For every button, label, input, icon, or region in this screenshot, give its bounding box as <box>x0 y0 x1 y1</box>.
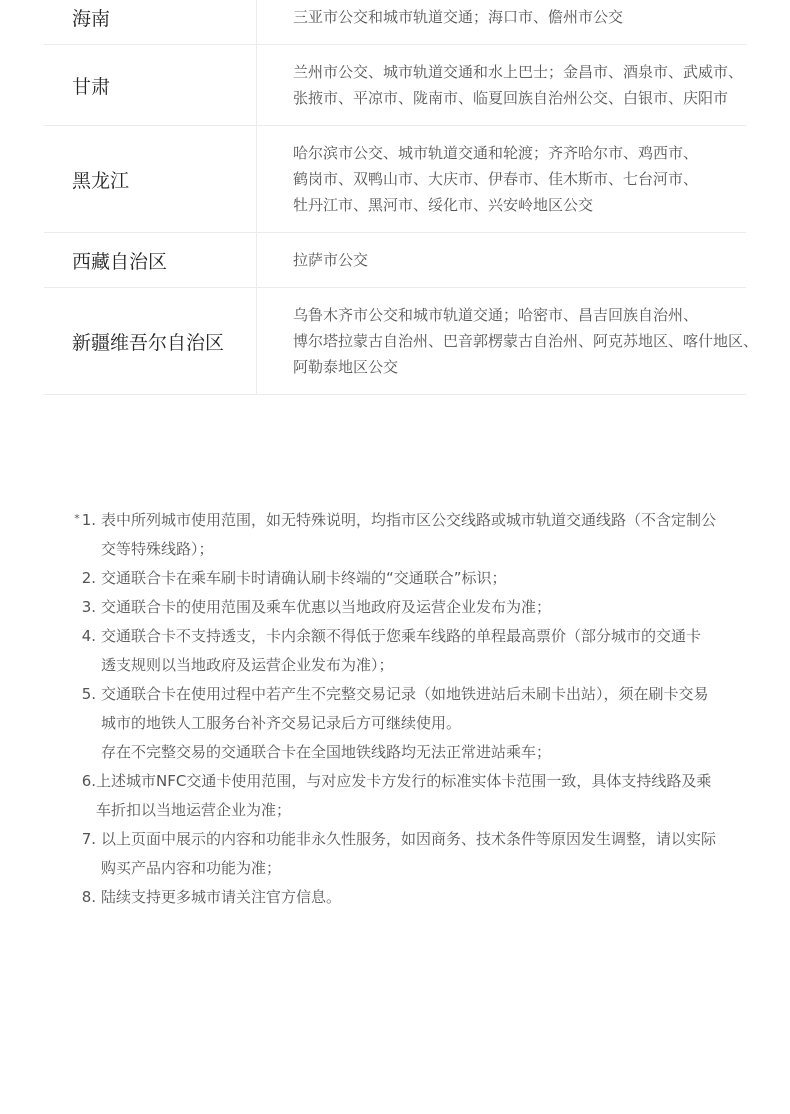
note-number-text: 2. <box>81 569 96 587</box>
city-coverage-table <box>44 0 759 395</box>
city-line: 哈尔滨市公交、城市轨道交通和轮渡；齐齐哈尔市、鸡西市、 <box>293 144 699 162</box>
note-line: 陆续支持更多城市请关注官方信息。 <box>101 888 342 906</box>
note-number-text: 6. <box>81 772 96 790</box>
note-line: 上述城市NFC交通卡使用范围，与对应发卡方发行的标准实体卡范围一致，具体支持线路及乘 <box>96 772 712 790</box>
note-number <box>66 825 96 883</box>
note-text <box>96 767 711 825</box>
note-item <box>66 883 756 912</box>
note-line: 透支规则以当地政府及运营企业发布为准）； <box>101 656 394 674</box>
note-number-text: 1. <box>81 511 96 529</box>
city-line: 阿勒泰地区公交 <box>293 358 399 376</box>
city-list <box>257 126 746 232</box>
note-line: 交通联合卡在乘车刷卡时请确认刷卡终端的“交通联合”标识； <box>101 569 507 587</box>
note-line: 以上页面中展示的内容和功能非永久性服务，如因商务、技术条件等原因发生调整，请以实际 <box>101 830 717 848</box>
city-list <box>257 45 746 125</box>
table-row <box>44 0 746 45</box>
city-line: 乌鲁木齐市公交和城市轨道交通；哈密市、昌吉回族自治州、 <box>293 306 699 324</box>
note-item <box>66 680 756 767</box>
table-row <box>44 288 759 395</box>
note-line: 交通联合卡的使用范围及乘车优惠以当地政府及运营企业发布为准； <box>101 598 552 616</box>
note-item <box>66 593 756 622</box>
note-text <box>96 825 716 883</box>
city-line: 张掖市、平凉市、陇南市、临夏回族自治州公交、白银市、庆阳市 <box>293 89 729 107</box>
city-line: 牡丹江市、黑河市、绥化市、兴安岭地区公交 <box>293 196 594 214</box>
note-number-text: 4. <box>81 627 96 645</box>
note-number <box>66 564 96 593</box>
city-line: 三亚市公交和城市轨道交通；海口市、儋州市公交 <box>293 8 624 26</box>
note-line: 交通联合卡不支持透支，卡内余额不得低于您乘车线路的单程最高票价（部分城市的交通卡 <box>101 627 702 645</box>
note-number-text: 5. <box>81 685 96 703</box>
city-list <box>257 0 746 44</box>
asterisk-mark: * <box>74 512 80 525</box>
province-name: 甘肃 <box>44 45 257 125</box>
city-line: 博尔塔拉蒙古自治州、巴音郭楞蒙古自治州、阿克苏地区、喀什地区、 <box>293 332 759 350</box>
city-line: 拉萨市公交 <box>293 251 369 269</box>
province-name: 西藏自治区 <box>44 233 257 287</box>
city-line: 鹤岗市、双鸭山市、大庆市、伊春市、佳木斯市、七台河市、 <box>293 170 699 188</box>
note-item <box>66 767 756 825</box>
note-item <box>66 506 756 564</box>
note-text <box>96 622 701 680</box>
note-item <box>66 564 756 593</box>
province-name: 黑龙江 <box>44 126 257 232</box>
note-line: 表中所列城市使用范围，如无特殊说明，均指市区公交线路或城市轨道交通线路（不含定制公 <box>101 511 717 529</box>
note-text <box>96 564 507 593</box>
note-line: 购买产品内容和功能为准； <box>101 859 282 877</box>
note-text <box>96 883 341 912</box>
city-list <box>257 233 746 287</box>
note-line: 城市的地铁人工服务台补齐交易记录后方可继续使用。 <box>101 714 462 732</box>
note-item <box>66 622 756 680</box>
note-number-text: 3. <box>81 598 96 616</box>
note-item <box>66 825 756 883</box>
note-line: 交等特殊线路）； <box>101 540 214 558</box>
notes-list <box>66 506 756 912</box>
note-line: 交通联合卡在使用过程中若产生不完整交易记录（如地铁进站后未刷卡出站），须在刷卡交易 <box>101 685 709 703</box>
note-number <box>66 767 96 825</box>
note-number <box>66 883 96 912</box>
table-row <box>44 233 746 288</box>
note-number <box>66 622 96 680</box>
note-number <box>66 680 96 767</box>
city-line: 兰州市公交、城市轨道交通和水上巴士；金昌市、酒泉市、武威市、 <box>293 63 744 81</box>
table-row <box>44 126 746 233</box>
note-line: 存在不完整交易的交通联合卡在全国地铁线路均无法正常进站乘车； <box>101 743 552 761</box>
table-row <box>44 45 746 126</box>
note-number-text: 8. <box>81 888 96 906</box>
note-line: 车折扣以当地运营企业为准； <box>96 801 292 819</box>
note-text <box>96 593 551 622</box>
note-text <box>96 506 716 564</box>
note-number <box>66 593 96 622</box>
note-text <box>96 680 709 767</box>
province-name: 新疆维吾尔自治区 <box>44 288 257 394</box>
province-name: 海南 <box>44 0 257 44</box>
note-number <box>66 506 96 564</box>
note-number-text: 7. <box>81 830 96 848</box>
city-list <box>257 288 758 394</box>
